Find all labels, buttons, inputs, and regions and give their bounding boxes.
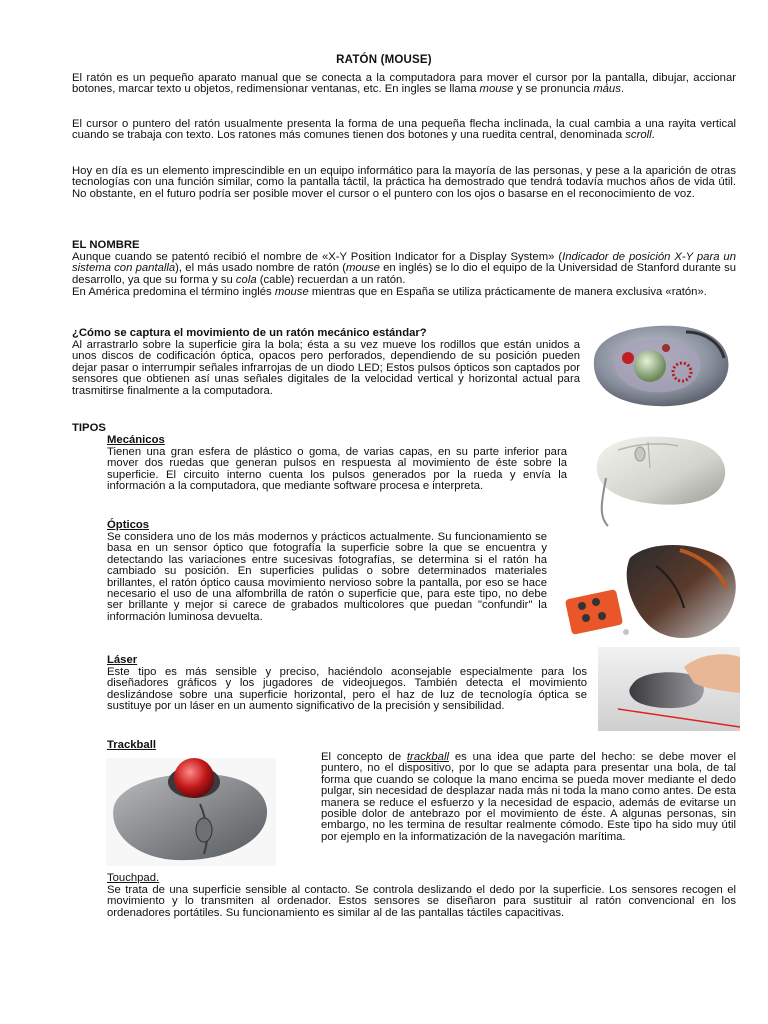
text-run: El ratón es un pequeño aparato manual que se conecta a la computadora para mover el cursor por la pantalla, dibujar, accionar botones, marcar texto u objetos, redimensionar ventanas, etc. En ingles se llama bbox=[72, 72, 736, 96]
text-run-italic: cola bbox=[235, 273, 257, 286]
text-run-italic: mouse bbox=[274, 286, 309, 298]
text-run-italic: máus bbox=[593, 83, 621, 96]
opticos-paragraph: Se considera uno de los más modernos y prácticos actualmente. Su funcionamiento se basa en un sensor óptico que fotografía la superficie sobre la que se encuentra y detectando las variaciones entre sucesivas fotografías, se determina si el ratón ha cambiado su posición. En superficies pulidas o sobre determinados materiales brillantes, el ratón óptico causa movimiento nervioso sobre la pantalla, por eso se hace necesario el uso de una alfombrilla de ratón o superficie que, para este tipo, no debe ser brillante y mejor si carece de grabados multicolores que puedan "confundir" la información luminosa devuelta. bbox=[107, 531, 547, 623]
trackball-paragraph bbox=[321, 752, 736, 843]
subheading-opticos: Ópticos bbox=[107, 519, 150, 531]
text-run: . bbox=[620, 83, 624, 96]
text-run: es una idea que parte del hecho: se debe mover el puntero, no el dispositivo, por lo que se adapta para presentar una bola, de tal forma que cuando se coloque la mano encima se pueda mover mediante el dedo pulgar, sin necesidad de desplazar nada más ni toda la mano como antes. De esta manera se reduce el esfuerzo y la necesidad de espacio, además de evitarse un posible dolor de antebrazo por el movimiento de éste. A algunas personas, sin embargo, no les termina de resultar realmente cómodo. Este tipo ha sido muy útil por ejemplo en la informatización de la navegación marítima. bbox=[321, 751, 736, 843]
text-run: y se pronuncia bbox=[513, 83, 594, 96]
laser-mouse-hand-image bbox=[598, 647, 740, 731]
subheading-touchpad: Touchpad. bbox=[107, 872, 160, 884]
page-title: RATÓN (MOUSE) bbox=[336, 54, 432, 66]
intro-paragraph-3: Hoy en día es un elemento imprescindible en un equipo informático para la mayoría de las personas, y pese a la aparición de otras tecnologías con una función similar, como la pantalla táctil, la práctica ha demostrado que tendrá todavía muchos años de vida útil. No obstante, en el futuro podría ser posible mover el cursor o el puntero con los ojos o basarse en el reconocimiento de voz. bbox=[72, 165, 736, 200]
subheading-mecanicos: Mecánicos bbox=[107, 434, 165, 446]
touchpad-paragraph: Se trata de una superficie sensible al contacto. Se controla deslizando el dedo por la superficie. Los sensores recogen el movimiento y lo transmiten al ordenador. Estos sensores se diseñaron para sustituir al ratón convencional en los ordenadores portátiles. Su funcionamiento es similar al de las pantallas táctiles capacitivas. bbox=[107, 884, 736, 919]
section-heading-nombre: EL NOMBRE bbox=[72, 239, 140, 251]
mecanicos-paragraph: Tienen una gran esfera de plástico o goma, de varias capas, en su parte inferior para mover dos ruedas que generan pulsos en respuesta al movimiento de éste sobre la superficie. El circuito interno cuenta los pulsos generados por la rueda y envía la información a la computadora, que mediante software procesa e interpreta. bbox=[107, 446, 567, 493]
text-run: mientras que en España se utiliza prácticamente de manera exclusiva «ratón». bbox=[308, 286, 707, 298]
text-run-italic: mouse bbox=[479, 83, 514, 96]
white-mouse-image bbox=[578, 430, 738, 530]
subheading-laser: Láser bbox=[107, 654, 138, 666]
text-run: En América predomina el término inglés bbox=[72, 286, 275, 298]
trackball-image bbox=[106, 758, 276, 866]
gaming-mouse-image bbox=[560, 536, 742, 650]
text-run: en inglés) se lo dio el equipo de la Universidad de Stanford durante su desarrollo, ya que su forma y su bbox=[72, 262, 736, 286]
section-heading-captura: ¿Cómo se captura el movimiento de un ratón mecánico estándar? bbox=[72, 327, 427, 339]
section-heading-tipos: TIPOS bbox=[72, 422, 106, 434]
text-run-italic: scroll bbox=[625, 129, 652, 142]
text-run: Aunque cuando se patentó recibió el nombre de «X-Y Position Indicator for a Display System» ( bbox=[72, 251, 563, 263]
text-run: El cursor o puntero del ratón usualmente presenta la forma de una pequeña flecha inclinada, la cual cambia a una rayita vertical cuando se trabaja con texto. Los ratones más comunes tienen dos botones y una ruedita central, denominada bbox=[72, 118, 736, 142]
text-run-italic: Indicador de posición X-Y para un sistema con pantalla bbox=[72, 251, 736, 275]
captura-paragraph: Al arrastrarlo sobre la superficie gira la bola; ésta a su vez mueve los rodillos que están unidos a unos discos de codificación óptica, opacos pero perforados, dependiendo de su posición pueden dejar pasar o interrumpir señales infrarrojas de un diodo LED; Estos pulsos ópticos son captados por sensores que obtienen así unas señales digitales de la velocidad vertical y horizontal actual para trasmitirse finalmente a la computadora. bbox=[72, 339, 580, 397]
trackball-link[interactable]: trackball bbox=[406, 751, 449, 763]
text-run: El concepto de bbox=[321, 751, 407, 763]
nombre-paragraph-2 bbox=[72, 287, 736, 298]
intro-paragraph-2 bbox=[72, 119, 736, 142]
laser-paragraph: Este tipo es más sensible y preciso, haciéndolo aconsejable especialmente para los diseñadores gráficos y los jugadores de videojuegos. También detecta el movimiento deslizándose sobre una superficie horizontal, pero el haz de luz de tecnología óptica se sustituye por un láser en un aumento significativo de la precisión y sensibilidad. bbox=[107, 666, 587, 713]
text-run: ), el más usado nombre de ratón ( bbox=[175, 262, 346, 275]
nombre-paragraph-1 bbox=[72, 252, 736, 286]
mechanical-mouse-cutaway-image bbox=[586, 318, 736, 413]
text-run: (cable) recuerdan a un ratón. bbox=[256, 273, 406, 286]
text-run-italic: mouse bbox=[345, 262, 380, 275]
text-run: . bbox=[651, 129, 655, 142]
intro-paragraph-1 bbox=[72, 73, 736, 96]
subheading-trackball: Trackball bbox=[107, 739, 156, 751]
